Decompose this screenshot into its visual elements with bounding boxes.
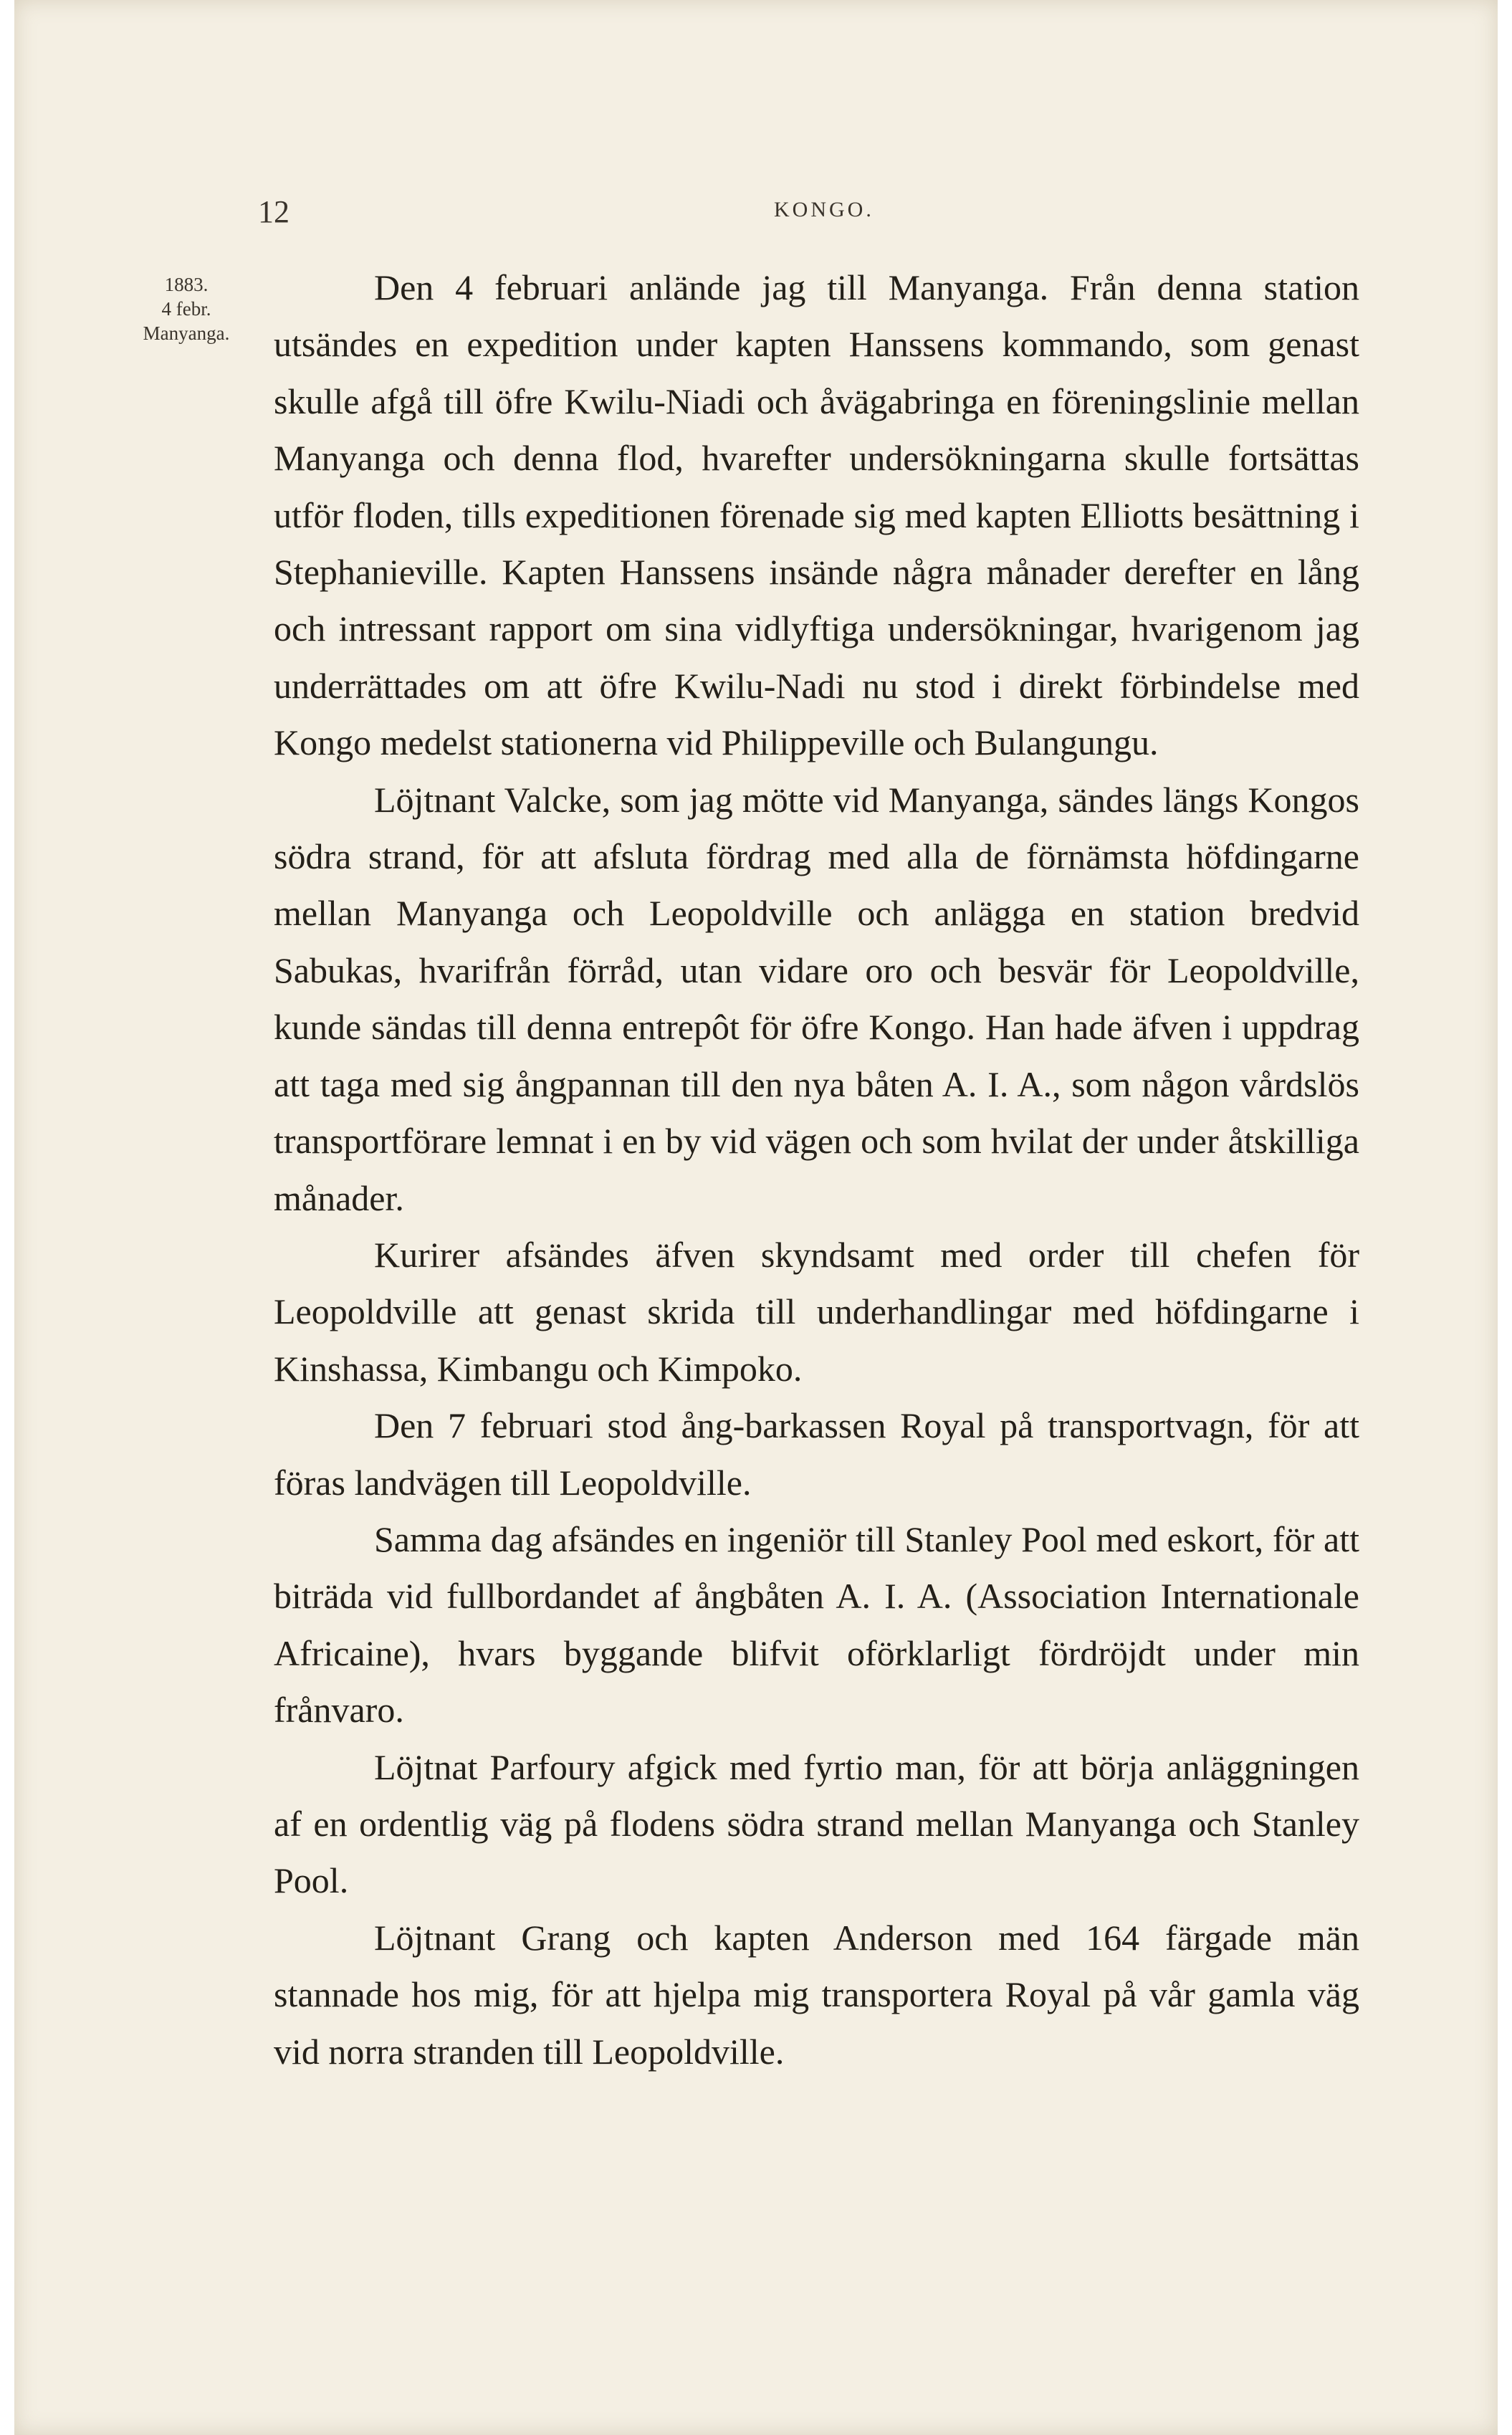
paragraph-5: Samma dag afsändes en ingeniör till Stanley Pool med eskort, för att biträda vid fullbordandet af ångbåten A. I. A. (Association Internationale Africaine), hvars byggande blifvit oförklarligt fördröjdt under min frånvaro. bbox=[274, 1518, 1359, 1731]
paragraph-7: Löjtnant Grang och kapten Anderson med 164 färgade män stannade hos mig, för att hjelpa mig transportera Royal på vår gamla väg vid norra stranden till Leopoldville. bbox=[274, 1917, 1359, 2072]
paragraph-2: Löjtnant Valcke, som jag mötte vid Manyanga, sändes längs Kongos södra strand, för att afsluta fördrag med alla de förnämsta höfdingarne mellan Manyanga och Leopoldville och anlägga en station bredvid Sabukas, hvarifrån förråd, utan vidare oro och besvär för Leopoldville, kunde sändas till denna entrepôt för öfre Kongo. Han hade äfven i uppdrag att taga med sig ångpannan till den nya båten A. I. A., som någon vårdslös transportförare lemnat i en by vid vägen och som hvilat der under åtskilliga månader. bbox=[274, 779, 1359, 1218]
paragraph-4: Den 7 februari stod ång-barkassen Royal på transportvagn, för att föras landvägen till Leopoldville. bbox=[274, 1405, 1359, 1503]
page-number: 12 bbox=[258, 194, 290, 229]
paragraph-1: Den 4 februari anlände jag till Manyanga. Från denna station utsändes en expedition under kapten Hanssens kommando, som genast skulle afgå till öfre Kwilu-Niadi och åvägabringa en föreningslinie mellan Manyanga och denna flod, hvarefter undersökningarna skulle fortsättas utför floden, tills expeditionen förenade sig med kapten Elliotts besättning i Stephanieville. Kapten Hanssens insände några månader derefter en lång och intressant rapport om sina vidlyftiga undersökningar, hvarigenom jag underrättades om att öfre Kwilu-Nadi nu stod i direkt förbindelse med Kongo medelst stationerna vid Philippeville och Bulangungu. bbox=[274, 267, 1359, 763]
margin-notes bbox=[122, 272, 251, 345]
book-page bbox=[14, 0, 1498, 2435]
margin-note-date: 4 febr. bbox=[161, 298, 211, 320]
body-text bbox=[274, 259, 1359, 2080]
running-head: KONGO. bbox=[774, 198, 874, 221]
page-header bbox=[14, 193, 1498, 236]
paragraph-3: Kurirer afsändes äfven skyndsamt med order till chefen för Leopoldville att genast skrida till underhandlingar med höfdingarne i Kinshassa, Kimbangu och Kimpoko. bbox=[274, 1234, 1359, 1389]
margin-note-place: Manyanga. bbox=[143, 322, 230, 344]
paragraph-6: Löjtnat Parfoury afgick med fyrtio man, för att börja anläggningen af en ordentlig väg på flodens södra strand mellan Manyanga och Stanley Pool. bbox=[274, 1746, 1359, 1901]
margin-note-year: 1883. bbox=[164, 274, 209, 295]
